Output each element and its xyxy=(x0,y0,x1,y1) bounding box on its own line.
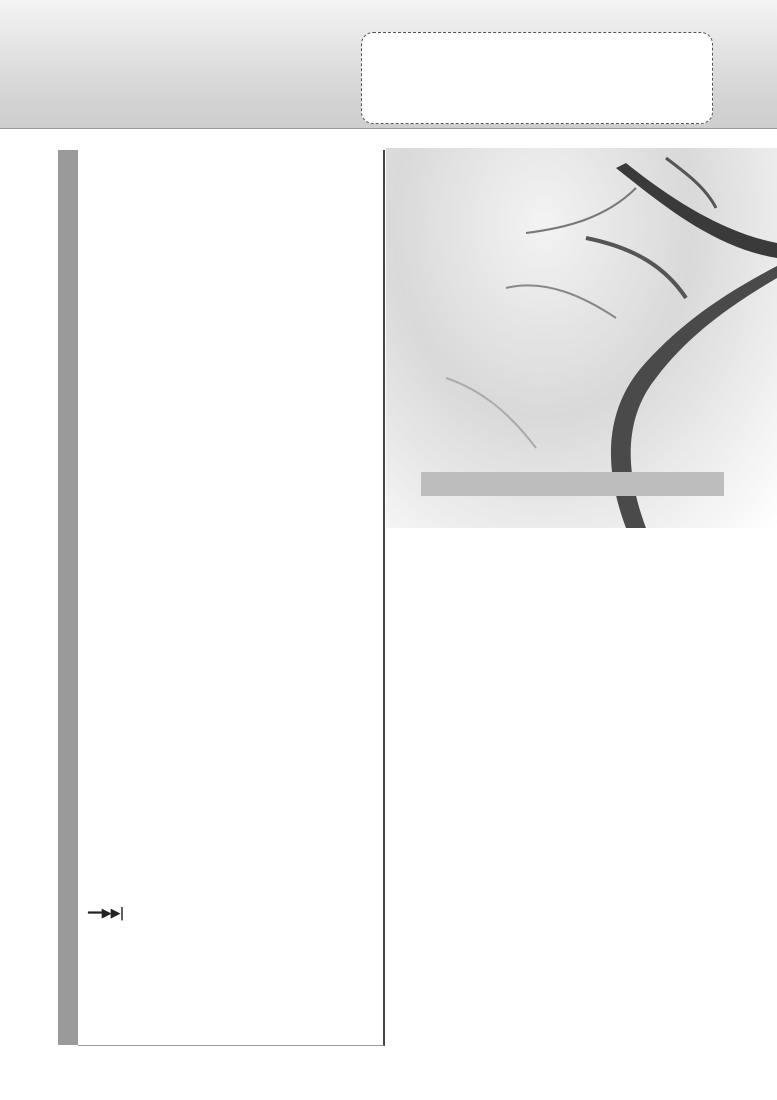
bank-heading xyxy=(434,778,494,797)
bank-line xyxy=(434,911,494,930)
bank-line xyxy=(434,854,494,873)
contact-line xyxy=(434,702,494,721)
contact-line xyxy=(434,740,494,759)
email-link[interactable] xyxy=(434,683,494,702)
arrow-right-icon: ━━▶▶| xyxy=(88,906,124,921)
contact-line xyxy=(434,645,494,664)
contents-banner xyxy=(0,128,777,149)
toc-footer-note xyxy=(88,906,133,921)
bank-line xyxy=(434,892,494,911)
contact-line xyxy=(434,626,494,645)
bank-line xyxy=(434,930,494,949)
tree-photo xyxy=(386,148,777,528)
license-line xyxy=(434,1025,494,1044)
contact-line xyxy=(434,721,494,740)
page-header xyxy=(0,0,777,148)
bank-line xyxy=(434,816,494,835)
tree-illustration xyxy=(386,148,777,528)
bank-line xyxy=(434,873,494,892)
contact-info xyxy=(434,588,494,1044)
bank-line xyxy=(434,797,494,816)
disclaimer-box xyxy=(361,32,713,124)
table-of-contents xyxy=(78,150,385,1046)
website-link[interactable] xyxy=(434,664,494,683)
contact-line xyxy=(434,607,494,626)
remittance-note xyxy=(434,968,494,987)
contact-line xyxy=(434,759,494,778)
brand-subtitle xyxy=(421,472,724,496)
address-line xyxy=(434,1006,494,1025)
decorative-side-bar xyxy=(58,150,78,1045)
contact-line xyxy=(434,588,494,607)
bank-line xyxy=(434,835,494,854)
remittance-note xyxy=(434,987,494,1006)
bank-line xyxy=(434,949,494,968)
